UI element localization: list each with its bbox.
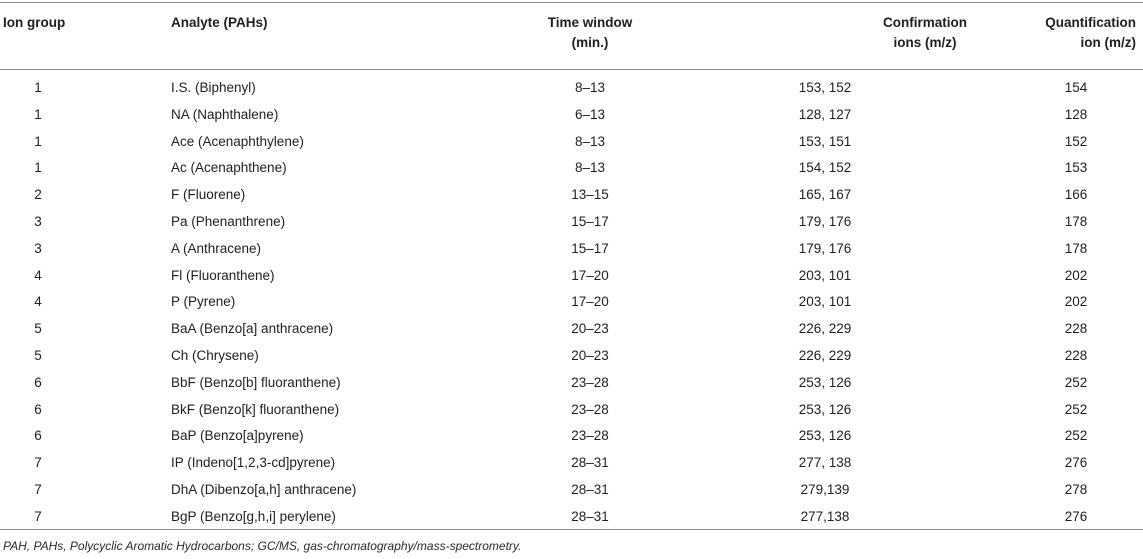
cell-ion-group: 7 <box>34 481 42 497</box>
cell-confirmation-ions: 179, 176 <box>798 213 852 229</box>
cell-analyte: P (Pyrene) <box>171 294 236 310</box>
cell-quantification-ion: 252 <box>1064 374 1088 390</box>
table-row <box>0 131 1143 158</box>
cell-time-window: 6–13 <box>574 106 606 122</box>
header-quantification-ion <box>1000 13 1136 53</box>
cell-time-window: 23–28 <box>571 374 609 390</box>
table-row <box>0 479 1143 506</box>
cell-ion-group: 4 <box>34 267 42 283</box>
cell-quantification-ion: 276 <box>1064 455 1088 471</box>
cell-analyte: Pa (Phenanthrene) <box>171 213 286 229</box>
cell-ion-group: 4 <box>34 294 42 310</box>
cell-analyte: BkF (Benzo[k] fluoranthene) <box>171 401 340 417</box>
cell-confirmation-ions: 277, 138 <box>798 455 852 471</box>
table-header-rule <box>0 69 1143 70</box>
table-row <box>0 104 1143 131</box>
cell-time-window: 28–31 <box>571 508 609 524</box>
cell-time-window: 17–20 <box>571 294 609 310</box>
cell-ion-group: 7 <box>34 455 42 471</box>
cell-ion-group: 1 <box>34 160 42 176</box>
cell-ion-group: 5 <box>34 321 42 337</box>
cell-analyte: A (Anthracene) <box>171 240 262 256</box>
cell-confirmation-ions: 226, 229 <box>798 321 852 337</box>
cell-analyte: Ac (Acenaphthene) <box>171 160 287 176</box>
cell-time-window: 8–13 <box>574 80 606 95</box>
header-time-window-line2: (min.) <box>571 35 609 50</box>
cell-analyte: BaP (Benzo[a]pyrene) <box>171 428 304 444</box>
cell-ion-group: 1 <box>34 80 42 95</box>
cell-time-window: 13–15 <box>571 187 609 203</box>
table-row <box>0 372 1143 399</box>
header-time-window-line1: Time window <box>547 15 633 30</box>
header-confirmation-line2: ions (m/z) <box>893 35 957 50</box>
cell-ion-group: 3 <box>34 240 42 256</box>
cell-quantification-ion: 152 <box>1064 133 1088 149</box>
cell-analyte: BaA (Benzo[a] anthracene) <box>171 321 334 337</box>
cell-analyte: Ch (Chrysene) <box>171 347 259 363</box>
cell-time-window: 17–20 <box>571 267 609 283</box>
cell-time-window: 28–31 <box>571 455 609 471</box>
cell-time-window: 23–28 <box>571 428 609 444</box>
table-body <box>0 77 1143 533</box>
cell-confirmation-ions: 203, 101 <box>798 294 852 310</box>
cell-quantification-ion: 252 <box>1064 401 1088 417</box>
cell-analyte: F (Fluorene) <box>171 187 246 203</box>
table-row <box>0 345 1143 372</box>
cell-ion-group: 2 <box>34 187 42 203</box>
cell-quantification-ion: 252 <box>1064 428 1088 444</box>
cell-ion-group: 1 <box>34 133 42 149</box>
cell-quantification-ion: 202 <box>1064 294 1088 310</box>
cell-time-window: 8–13 <box>574 160 606 176</box>
table-bottom-rule <box>0 529 1143 530</box>
cell-confirmation-ions: 154, 152 <box>798 160 852 176</box>
cell-quantification-ion: 154 <box>1064 80 1088 95</box>
cell-ion-group: 6 <box>34 401 42 417</box>
cell-analyte: IP (Indeno[1,2,3-cd]pyrene) <box>171 455 336 471</box>
cell-time-window: 20–23 <box>571 321 609 337</box>
cell-quantification-ion: 166 <box>1064 187 1088 203</box>
cell-confirmation-ions: 253, 126 <box>798 428 852 444</box>
header-analyte <box>171 13 421 33</box>
table-row <box>0 452 1143 479</box>
cell-confirmation-ions: 226, 229 <box>798 347 852 363</box>
cell-confirmation-ions: 253, 126 <box>798 374 852 390</box>
cell-confirmation-ions: 128, 127 <box>798 106 852 122</box>
cell-analyte: BgP (Benzo[g,h,i] perylene) <box>171 508 336 524</box>
table-row <box>0 425 1143 452</box>
header-confirmation-line1: Confirmation <box>883 15 967 30</box>
cell-quantification-ion: 228 <box>1064 321 1088 337</box>
cell-ion-group: 5 <box>34 347 42 363</box>
table-row <box>0 184 1143 211</box>
table-row <box>0 265 1143 292</box>
cell-confirmation-ions: 153, 152 <box>798 80 852 95</box>
header-ion-group <box>3 13 123 33</box>
cell-confirmation-ions: 153, 151 <box>798 133 852 149</box>
cell-quantification-ion: 278 <box>1064 481 1088 497</box>
cell-quantification-ion: 178 <box>1064 240 1088 256</box>
cell-analyte: DhA (Dibenzo[a,h] anthracene) <box>171 481 357 497</box>
cell-quantification-ion: 153 <box>1064 160 1088 176</box>
table-row <box>0 211 1143 238</box>
table-header <box>0 3 1143 69</box>
cell-ion-group: 7 <box>34 508 42 524</box>
table-row <box>0 318 1143 345</box>
cell-ion-group: 6 <box>34 428 42 444</box>
cell-ion-group: 1 <box>34 106 42 122</box>
cell-time-window: 15–17 <box>571 240 609 256</box>
table-row <box>0 157 1143 184</box>
cell-analyte: Fl (Fluoranthene) <box>171 267 275 283</box>
header-confirmation-ions <box>840 13 1010 53</box>
cell-confirmation-ions: 203, 101 <box>798 267 852 283</box>
cell-confirmation-ions: 279,139 <box>800 481 850 497</box>
cell-ion-group: 3 <box>34 213 42 229</box>
cell-quantification-ion: 202 <box>1064 267 1088 283</box>
cell-quantification-ion: 276 <box>1064 508 1088 524</box>
cell-confirmation-ions: 179, 176 <box>798 240 852 256</box>
header-quantification-line2: ion (m/z) <box>1080 35 1136 50</box>
cell-quantification-ion: 228 <box>1064 347 1088 363</box>
cell-confirmation-ions: 277,138 <box>800 508 850 524</box>
cell-quantification-ion: 128 <box>1064 106 1088 122</box>
cell-confirmation-ions: 165, 167 <box>798 187 852 203</box>
table-row <box>0 399 1143 426</box>
cell-time-window: 8–13 <box>574 133 606 149</box>
cell-confirmation-ions: 253, 126 <box>798 401 852 417</box>
cell-analyte: I.S. (Biphenyl) <box>171 80 256 95</box>
cell-time-window: 15–17 <box>571 213 609 229</box>
cell-analyte: NA (Naphthalene) <box>171 106 279 122</box>
cell-ion-group: 6 <box>34 374 42 390</box>
cell-time-window: 20–23 <box>571 347 609 363</box>
table-row <box>0 291 1143 318</box>
header-analyte-label: Analyte (PAHs) <box>171 15 268 30</box>
header-quantification-line1: Quantification <box>1045 15 1136 30</box>
header-ion-group-label: Ion group <box>3 15 66 30</box>
cell-analyte: Ace (Acenaphthylene) <box>171 133 304 149</box>
cell-quantification-ion: 178 <box>1064 213 1088 229</box>
cell-time-window: 28–31 <box>571 481 609 497</box>
table-footnote: PAH, PAHs, Polycyclic Aromatic Hydrocarbons; GC/MS, gas-chromatography/mass-spectrometry. <box>3 539 522 553</box>
cell-analyte: BbF (Benzo[b] fluoranthene) <box>171 374 341 390</box>
cell-time-window: 23–28 <box>571 401 609 417</box>
table-row <box>0 238 1143 265</box>
table-row <box>0 77 1143 104</box>
header-time-window <box>520 13 660 53</box>
